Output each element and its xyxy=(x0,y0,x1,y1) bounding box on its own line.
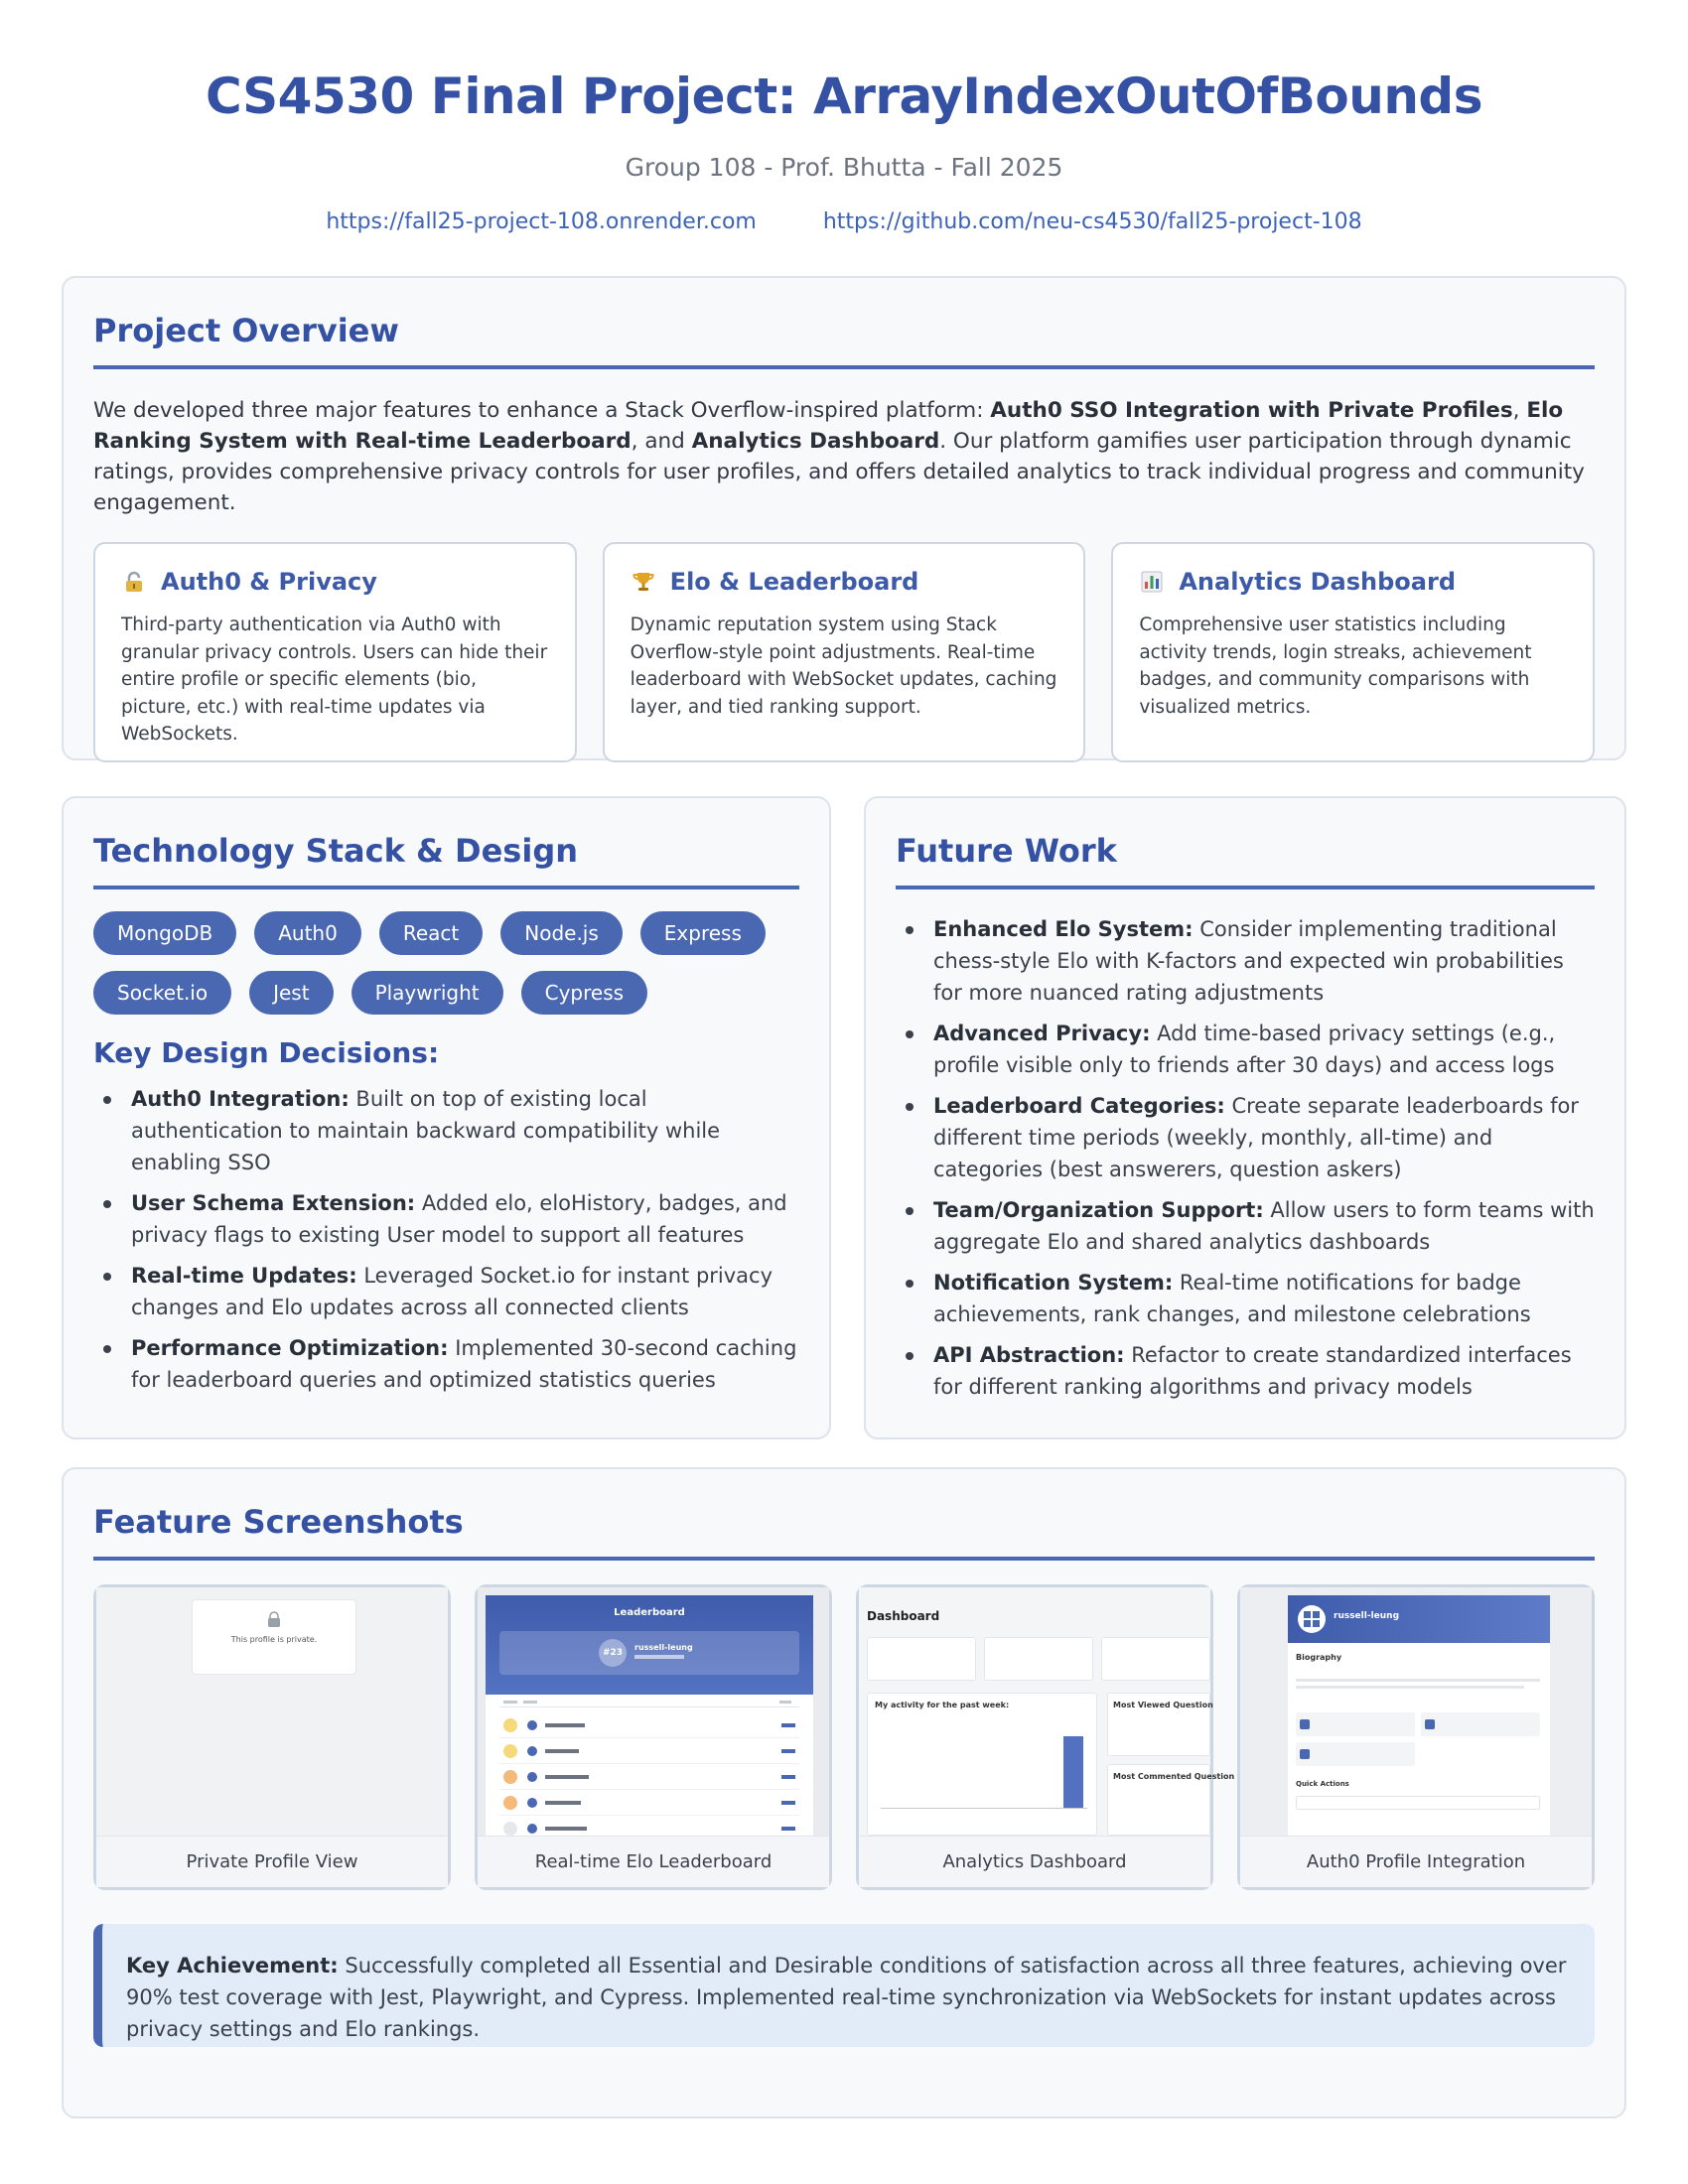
key-achievement-callout: Key Achievement: Successfully completed all Essential and Desirable conditions of satisfaction across all three features, achieving over 90% test coverage with Jest, Playwright, and Cypress. Implemented real-time synchronization via WebSockets for instant updates across privacy settings and Elo rankings. xyxy=(93,1924,1595,2047)
page-subtitle: Group 108 - Prof. Bhutta - Fall 2025 xyxy=(625,153,1063,182)
list-item: Real-time Updates: Leveraged Socket.io for instant privacy changes and Elo updates across all connected clients xyxy=(93,1260,799,1323)
feature-title: Elo & Leaderboard xyxy=(669,568,919,596)
screenshot-caption: Auth0 Profile Integration xyxy=(1240,1836,1592,1887)
trophy-icon xyxy=(631,569,656,595)
project-links xyxy=(0,209,1688,234)
feature-screenshots-card xyxy=(62,1467,1626,2118)
list-item: Performance Optimization: Implemented 30-second caching for leaderboard queries and optimized statistics queries xyxy=(93,1332,799,1396)
feature-cards xyxy=(93,542,1595,762)
tech-pill: React xyxy=(379,911,483,955)
project-overview-card xyxy=(62,276,1626,760)
feature-card-elo xyxy=(603,542,1086,762)
screenshot-dashboard xyxy=(856,1584,1235,1890)
screenshot-image xyxy=(859,1587,1235,1836)
screenshots-heading: Feature Screenshots xyxy=(93,1503,464,1541)
list-item: Enhanced Elo System: Consider implementing traditional chess-style Elo with K-factors and expected win probabilities for more nuanced rating adjustments xyxy=(896,913,1595,1009)
tech-pill: Auth0 xyxy=(254,911,361,955)
tech-pills xyxy=(93,911,799,1015)
quick-actions-label: Quick Actions xyxy=(1296,1780,1349,1788)
screenshot-caption: Real-time Elo Leaderboard xyxy=(478,1836,829,1887)
screenshot-image xyxy=(478,1587,829,1836)
lock-icon xyxy=(121,569,147,595)
tech-pill: MongoDB xyxy=(93,911,236,955)
site-link[interactable]: https://fall25-project-108.onrender.com xyxy=(326,209,757,234)
heading-rule xyxy=(93,886,799,889)
biography-label: Biography xyxy=(1296,1653,1342,1662)
list-item: API Abstraction: Refactor to create standardized interfaces for different ranking algorithms and privacy models xyxy=(896,1339,1595,1403)
future-work-list xyxy=(896,913,1595,1403)
overview-text: We developed three major features to enhance a Stack Overflow-inspired platform: Auth0 SSO Integration with Private Profiles, Elo Ranking System with Real-time Leaderboard, and Analytics Dashboard. Our platform gamifies user participation through dynamic ratings, provides comprehensive privacy controls for user profiles, and offers detailed analytics to track individual progress and community engagement. xyxy=(93,398,1585,515)
page-title: CS4530 Final Project: ArrayIndexOutOfBounds xyxy=(206,68,1482,125)
feature-title: Auth0 & Privacy xyxy=(161,568,377,596)
list-item: User Schema Extension: Added elo, eloHistory, badges, and privacy flags to existing User model to support all features xyxy=(93,1187,799,1251)
feature-desc: Comprehensive user statistics including activity trends, login streaks, achievement badges, and community comparisons with visualized metrics. xyxy=(1139,614,1532,718)
screenshot-caption: Analytics Dashboard xyxy=(859,1836,1210,1887)
feature-title: Analytics Dashboard xyxy=(1179,568,1457,596)
tech-pill: Cypress xyxy=(521,971,647,1015)
activity-label: My activity for the past week: xyxy=(875,1701,1010,1709)
screenshot-private-profile xyxy=(93,1584,451,1890)
screenshot-caption: Private Profile View xyxy=(96,1836,448,1887)
overview-heading: Project Overview xyxy=(93,312,399,349)
most-commented-label: Most Commented Question xyxy=(1113,1772,1235,1781)
leaderboard-rows xyxy=(499,1712,799,1842)
screenshot-auth0-profile xyxy=(1237,1584,1595,1890)
future-work-card xyxy=(864,796,1626,1439)
page-header xyxy=(0,68,1688,234)
private-text: This profile is private. xyxy=(230,1635,318,1644)
heading-rule xyxy=(93,1557,1595,1561)
feature-card-auth0 xyxy=(93,542,577,762)
list-item: Notification System: Real-time notifications for badge achievements, rank changes, and milestone celebrations xyxy=(896,1267,1595,1330)
feature-desc: Third-party authentication via Auth0 with granular privacy controls. Users can hide their entire profile or specific elements (bio, picture, etc.) with real-time updates via WebSockets. xyxy=(121,614,548,745)
dashboard-title: Dashboard xyxy=(867,1609,940,1623)
screenshot-image xyxy=(1240,1587,1592,1836)
screenshot-leaderboard xyxy=(475,1584,832,1890)
profile-username: russell-leung xyxy=(1334,1611,1400,1621)
feature-card-analytics xyxy=(1111,542,1595,762)
design-decisions-list xyxy=(93,1083,799,1396)
future-heading: Future Work xyxy=(896,832,1117,870)
heading-rule xyxy=(896,886,1595,889)
tech-pill: Jest xyxy=(249,971,333,1015)
tech-pill: Playwright xyxy=(352,971,503,1015)
tech-heading: Technology Stack & Design xyxy=(93,832,578,870)
tech-pill: Socket.io xyxy=(93,971,231,1015)
list-item: Leaderboard Categories: Create separate leaderboards for different time periods (weekly, monthly, all-time) and categories (best answerers, question askers) xyxy=(896,1090,1595,1185)
feature-desc: Dynamic reputation system using Stack Overflow-style point adjustments. Real-time leaderboard with WebSocket updates, caching layer, and tied ranking support. xyxy=(630,614,1057,718)
list-item: Advanced Privacy: Add time-based privacy settings (e.g., profile visible only to friends after 30 days) and access logs xyxy=(896,1018,1595,1081)
tech-pill: Node.js xyxy=(500,911,623,955)
repo-link[interactable]: https://github.com/neu-cs4530/fall25-project-108 xyxy=(822,209,1362,234)
avatar-icon xyxy=(1302,1609,1322,1629)
most-viewed-label: Most Viewed Question xyxy=(1113,1701,1213,1709)
leaderboard-user: russell-leung xyxy=(634,1643,693,1652)
leaderboard-title: Leaderboard xyxy=(614,1607,685,1618)
list-item: Team/Organization Support: Allow users to form teams with aggregate Elo and shared analytics dashboards xyxy=(896,1194,1595,1258)
screenshot-row xyxy=(93,1584,1595,1890)
lock-icon xyxy=(267,1611,281,1627)
rank-badge: #23 xyxy=(602,1648,624,1658)
bar-chart-icon xyxy=(1139,569,1165,595)
tech-pill: Express xyxy=(640,911,766,955)
screenshot-image xyxy=(96,1587,448,1836)
heading-rule xyxy=(93,365,1595,369)
list-item: Auth0 Integration: Built on top of existing local authentication to maintain backward compatibility while enabling SSO xyxy=(93,1083,799,1178)
design-decisions-heading: Key Design Decisions: xyxy=(93,1036,440,1069)
technology-stack-card xyxy=(62,796,831,1439)
